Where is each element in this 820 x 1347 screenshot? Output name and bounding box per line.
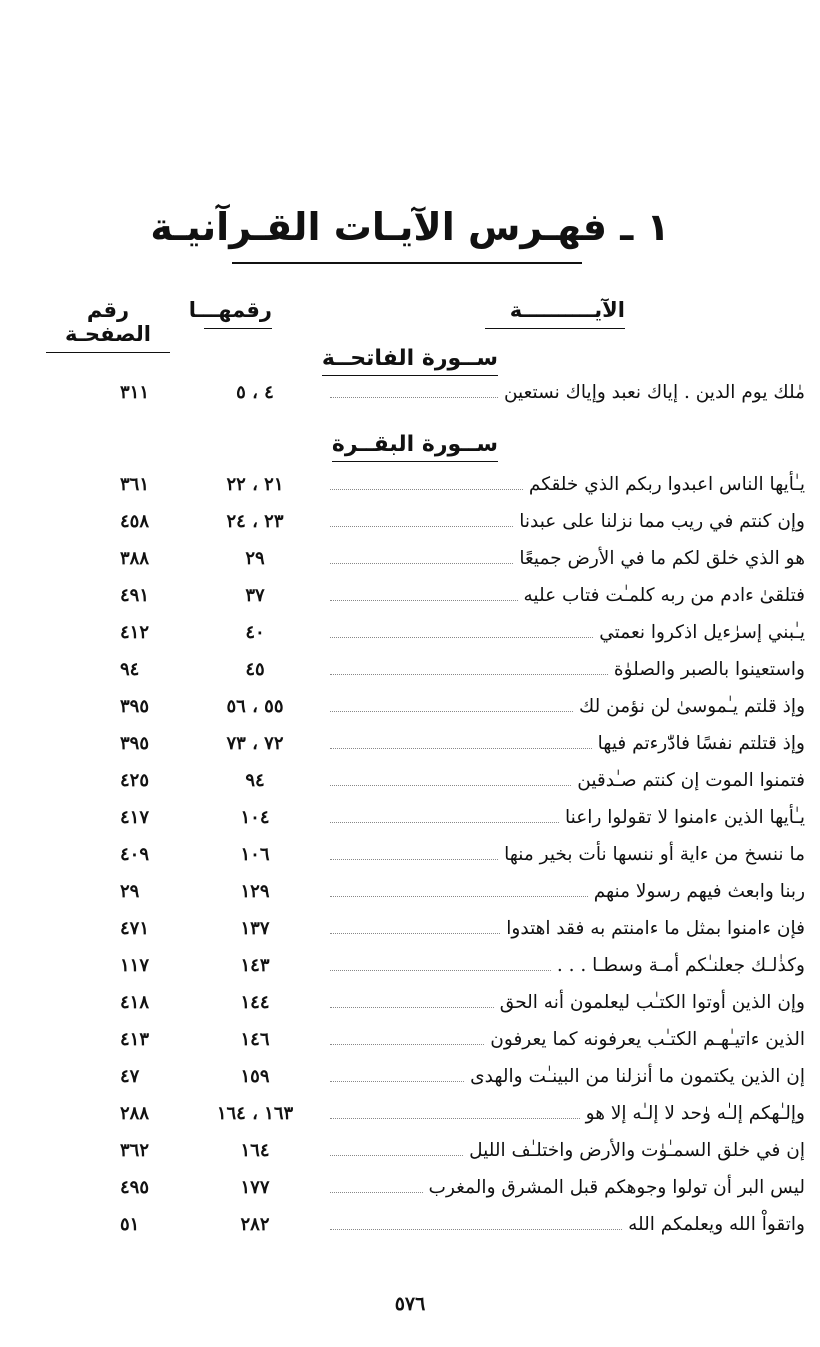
ayah-text: إن الذين يكتمون ما أنزلنا من البينـٰت والهدى [470, 1066, 805, 1087]
leader-dots [330, 397, 498, 398]
page-title: ١ ـ فهـرس الآيـات القـرآنيـة [150, 205, 670, 249]
ayah-number: ١٧٧ [240, 1177, 270, 1198]
ayah-text: مٰلك يوم الدين . إياك نعبد وإياك نستعين [503, 382, 805, 403]
leader-dots [330, 822, 559, 823]
page-ref: ٤٩١ [120, 585, 150, 606]
ayah-number: ٤ ، ٥ [236, 382, 274, 403]
leader-dots [330, 859, 498, 860]
leader-dots [330, 970, 551, 971]
page-ref: ٤١٢ [120, 622, 150, 643]
ayah-text: فتمنوا الموت إن كنتم صـٰدقين [577, 770, 805, 791]
ayah-text: يـٰأيها الذين ءامنوا لا تقولوا راعنا [565, 807, 805, 828]
index-row [0, 881, 820, 911]
ayah-number: ٥٥ ، ٥٦ [226, 696, 284, 717]
index-row [0, 955, 820, 985]
ayah-number: ٢٣ ، ٢٤ [226, 511, 284, 532]
leader-dots [330, 600, 518, 601]
leader-dots [330, 1155, 463, 1156]
ayah-text: يـٰأيها الناس اعبدوا ربكم الذي خلقكم [528, 474, 805, 495]
ayah-text: واتقواْ الله ويعلمكم الله [628, 1214, 805, 1235]
index-row [0, 770, 820, 800]
page-ref: ٤٢٥ [120, 770, 150, 791]
index-row [0, 1177, 820, 1207]
index-row [0, 918, 820, 948]
index-row [0, 585, 820, 615]
ayah-text: وإذ قلتم يـٰموسىٰ لن نؤمن لك [579, 696, 805, 717]
ayah-text: واستعينوا بالصبر والصلوٰة [613, 659, 805, 680]
index-row [0, 733, 820, 763]
ayah-number: ١٦٤ [240, 1140, 270, 1161]
page-ref: ٤١٨ [120, 992, 150, 1013]
index-row [0, 622, 820, 652]
leader-dots [330, 933, 500, 934]
ayah-number: ١٤٦ [240, 1029, 270, 1050]
ayah-text: فتلقىٰ ءادم من ربه كلمـٰت فتاب عليه [523, 585, 805, 606]
leader-dots [330, 1081, 464, 1082]
ayah-number: ١٠٦ [240, 844, 270, 865]
title-underline [232, 262, 582, 264]
ayah-text: يـٰبني إسرٰءيل اذكروا نعمتي [599, 622, 805, 643]
ayah-text: ليس البر أن تولوا وجوهكم قبل المشرق والمغرب [428, 1177, 805, 1198]
ayah-text: الذين ءاتيـٰهـم الكتـٰب يعرفونه كما يعرفون [490, 1029, 805, 1050]
ayah-text: وإذ قتلتم نفسًا فادّٰرءتم فيها [597, 733, 805, 754]
ayah-number: ٤٠ [245, 622, 265, 643]
surah-heading: ســورة الفاتحــة [322, 346, 498, 376]
leader-dots [330, 637, 593, 638]
page-ref: ٤١٧ [120, 807, 150, 828]
leader-dots [330, 674, 608, 675]
ayah-number: ١٠٤ [240, 807, 270, 828]
column-header-page-number: رقم الصفحـة [46, 298, 170, 353]
index-row [0, 659, 820, 689]
index-row [0, 1214, 820, 1244]
column-header-ayah: الآيــــــــــة [485, 298, 625, 329]
index-row [0, 1029, 820, 1059]
ayah-number: ٢١ ، ٢٢ [226, 474, 284, 495]
leader-dots [330, 785, 571, 786]
leader-dots [330, 1192, 423, 1193]
index-row [0, 548, 820, 578]
surah-heading: ســورة البقــرة [332, 432, 498, 462]
page-ref: ٢٩ [120, 881, 140, 902]
leader-dots [330, 1044, 484, 1045]
index-row [0, 1103, 820, 1133]
page-ref: ٤٩٥ [120, 1177, 150, 1198]
ayah-text: وإن كنتم في ريب مما نزلنا على عبدنا [519, 511, 805, 532]
ayah-number: ٧٢ ، ٧٣ [226, 733, 284, 754]
page-ref: ٣١١ [120, 382, 150, 403]
leader-dots [330, 1229, 622, 1230]
ayah-number: ١٣٧ [240, 918, 270, 939]
ayah-text: وإن الذين أوتوا الكتـٰب ليعلمون أنه الحق [499, 992, 805, 1013]
ayah-number: ٢٩ [245, 548, 265, 569]
page-ref: ٣٦١ [120, 474, 150, 495]
ayah-number: ١٤٤ [240, 992, 270, 1013]
ayah-text: ما ننسخ من ءاية أو ننسها نأت بخير منها [504, 844, 805, 865]
index-row [0, 696, 820, 726]
ayah-number: ٩٤ [245, 770, 265, 791]
ayah-number: ٢٨٢ [240, 1214, 270, 1235]
ayah-number: ١٥٩ [240, 1066, 270, 1087]
index-row [0, 1066, 820, 1096]
page-ref: ٤٧ [120, 1066, 140, 1087]
page-ref: ٣٩٥ [120, 696, 150, 717]
ayah-text: هو الذي خلق لكم ما في الأرض جميعًا [519, 548, 805, 569]
page-ref: ٣٦٢ [120, 1140, 150, 1161]
page-ref: ٤٠٩ [120, 844, 150, 865]
page-ref: ١١٧ [120, 955, 150, 976]
leader-dots [330, 748, 592, 749]
page-ref: ٤٧١ [120, 918, 150, 939]
index-row [0, 807, 820, 837]
ayah-text: إن في خلق السمـٰوٰت والأرض واختلـٰف الليل [469, 1140, 805, 1161]
index-row [0, 992, 820, 1022]
page-ref: ٤١٣ [120, 1029, 150, 1050]
leader-dots [330, 1118, 580, 1119]
ayah-number: ٣٧ [245, 585, 265, 606]
ayah-number: ١٦٣ ، ١٦٤ [216, 1103, 294, 1124]
index-row [0, 844, 820, 874]
ayah-text: وكذٰلـك جعلنـٰكم أمـة وسطـا . . . [556, 955, 805, 976]
index-row [0, 382, 820, 412]
page-ref: ٥١ [120, 1214, 140, 1235]
leader-dots [330, 563, 513, 564]
ayah-number: ١٢٩ [240, 881, 270, 902]
leader-dots [330, 489, 523, 490]
page-ref: ٣٨٨ [120, 548, 150, 569]
ayah-number: ٤٥ [245, 659, 265, 680]
page-number: ٥٧٦ [394, 1293, 426, 1315]
ayah-text: وإلـٰهكم إلـٰه وٰحد لا إلـٰه إلا هو [585, 1103, 805, 1124]
leader-dots [330, 526, 513, 527]
index-row [0, 511, 820, 541]
page-ref: ٣٩٥ [120, 733, 150, 754]
leader-dots [330, 711, 573, 712]
ayah-text: ربنا وابعث فيهم رسولا منهم [593, 881, 805, 902]
ayah-number: ١٤٣ [240, 955, 270, 976]
index-row [0, 1140, 820, 1170]
ayah-text: فإن ءامنوا بمثل ما ءامنتم به فقد اهتدوا [506, 918, 805, 939]
index-row [0, 474, 820, 504]
leader-dots [330, 1007, 494, 1008]
page-ref: ٤٥٨ [120, 511, 150, 532]
column-header-ayah-number: رقمهـــا [204, 298, 272, 329]
page-ref: ٩٤ [120, 659, 140, 680]
leader-dots [330, 896, 588, 897]
page-ref: ٢٨٨ [120, 1103, 150, 1124]
